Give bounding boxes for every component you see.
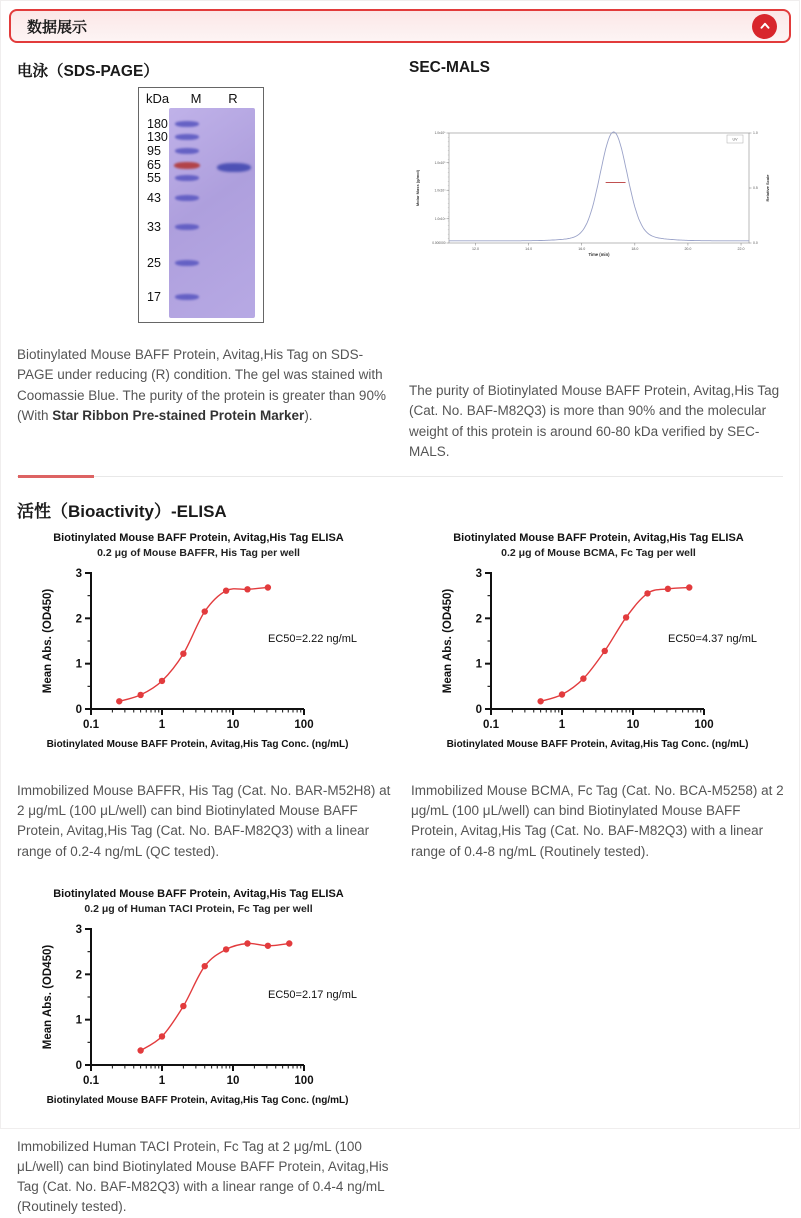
svg-text:10: 10 <box>626 718 640 731</box>
data-point <box>137 691 143 697</box>
elisa-caption-baffr: Immobilized Mouse BAFFR, His Tag (Cat. No. BAR-M52H8) at 2 μg/mL (100 μL/well) can bind Biotinylated Mouse BAFF Protein, Avitag,His Tag (Cat. No. BAF-M82Q3) with a linear range of 0.2-4 ng/mL (QC tested). <box>17 782 391 859</box>
svg-text:0.1: 0.1 <box>483 718 499 731</box>
data-point <box>244 586 250 592</box>
elisa-chart-bcma <box>431 532 783 759</box>
sec-legend-label: UV <box>732 137 738 142</box>
sec-mals-figure-area <box>409 123 785 373</box>
svg-text:10: 10 <box>226 1074 240 1087</box>
data-point <box>244 940 250 946</box>
svg-text:0.000000: 0.000000 <box>432 241 446 246</box>
elisa-caption-bcma: Immobilized Mouse BCMA, Fc Tag (Cat. No. BCA-M5258) at 2 μg/mL (100 μL/well) can bind Biotinylated Mouse BAFF Protein, Avitag,His Tag (Cat. No. BAF-M82Q3) with a linear range of 0.4-8 ng/mL (Routinely tested). <box>411 782 784 859</box>
gel-lane-m-label: M <box>190 91 202 106</box>
svg-text:16.0: 16.0 <box>578 247 586 251</box>
data-point <box>580 675 586 681</box>
gel-lane-r-label: R <box>228 91 238 106</box>
svg-text:100: 100 <box>294 718 314 731</box>
chart-subtitle: 0.2 μg of Human TACI Protein, Fc Tag per well <box>84 902 313 915</box>
elisa-caption-taci: Immobilized Human TACI Protein, Fc Tag at 2 μg/mL (100 μL/well) can bind Biotinylated Mouse BAFF Protein, Avitag,His Tag (Cat. No. BAF-M82Q3) with a linear range of 0.4-4 ng/mL (Routinely tested). <box>17 1138 389 1215</box>
caption-text-end: ). <box>304 407 313 423</box>
svg-text:1: 1 <box>75 1014 82 1027</box>
svg-text:10: 10 <box>226 718 240 731</box>
svg-text:20.0: 20.0 <box>684 247 692 251</box>
svg-text:1.0: 1.0 <box>753 131 758 136</box>
elisa-x-axis-label: Biotinylated Mouse BAFF Protein, Avitag,His Tag Conc. (ng/mL) <box>46 738 349 750</box>
svg-text:1: 1 <box>158 718 166 731</box>
data-point <box>202 962 208 968</box>
svg-text:1.0x10⁴: 1.0x10⁴ <box>434 188 446 193</box>
svg-text:100: 100 <box>294 1074 314 1087</box>
ec50-label: EC50=2.17 ng/mL <box>268 988 357 1001</box>
svg-text:2: 2 <box>75 613 82 626</box>
sds-page-column <box>17 59 391 462</box>
marker-band <box>175 175 199 181</box>
svg-text:22.0: 22.0 <box>737 247 745 251</box>
chart-title: Biotinylated Mouse BAFF Protein, Avitag,His Tag ELISA <box>453 532 744 544</box>
gel-lane-area <box>169 108 255 318</box>
svg-text:0: 0 <box>475 703 482 716</box>
sec-y-right-label: Relative Scale <box>765 174 770 202</box>
ladder-label: 33 <box>147 220 161 234</box>
svg-text:12.0: 12.0 <box>472 247 480 251</box>
svg-text:14.0: 14.0 <box>525 247 533 251</box>
elisa-chart-taci <box>31 888 383 1115</box>
sec-uv-curve <box>449 132 749 241</box>
bioactivity-heading: 活性（Bioactivity）-ELISA <box>17 502 227 521</box>
marker-band <box>175 121 199 127</box>
ladder-label: 130 <box>147 130 168 144</box>
svg-text:2: 2 <box>475 613 482 626</box>
data-point <box>686 584 692 590</box>
chart-subtitle: 0.2 μg of Mouse BAFFR, His Tag per well <box>97 546 300 559</box>
section-divider <box>17 476 783 477</box>
data-point <box>180 650 186 656</box>
marker-band-red <box>174 162 200 169</box>
svg-text:1.0x10⁵: 1.0x10⁵ <box>434 160 446 165</box>
elisa-y-axis-label: Mean Abs. (OD450) <box>442 588 454 693</box>
data-point <box>286 940 292 946</box>
marker-band <box>175 224 199 230</box>
ladder-label: 180 <box>147 117 168 131</box>
data-point <box>137 1047 143 1053</box>
ladder-label: 55 <box>147 171 161 185</box>
divider-accent <box>18 475 94 478</box>
svg-text:1.0x10³: 1.0x10³ <box>434 217 446 221</box>
data-point <box>559 691 565 697</box>
dose-response-curve <box>541 587 690 701</box>
svg-text:1: 1 <box>475 658 482 671</box>
marker-band <box>175 195 199 201</box>
data-point <box>159 1033 165 1039</box>
elisa-plot-taci <box>31 915 383 1115</box>
marker-band <box>175 134 199 140</box>
ladder-label: 65 <box>147 158 161 172</box>
svg-text:0.5: 0.5 <box>753 186 758 191</box>
svg-text:18.0: 18.0 <box>631 247 639 251</box>
ec50-label: EC50=4.37 ng/mL <box>668 632 757 645</box>
svg-text:0: 0 <box>75 703 82 716</box>
elisa-y-axis-label: Mean Abs. (OD450) <box>42 944 54 1049</box>
ladder-label: 17 <box>147 290 161 304</box>
data-point <box>602 648 608 654</box>
svg-text:0.1: 0.1 <box>83 718 99 731</box>
sec-mals-caption: The purity of Biotinylated Mouse BAFF Protein, Avitag,His Tag (Cat. No. BAF-M82Q3) is more than 90% and the molecular weight of this protein is around 60-80 kDa verified by SEC-MALS. <box>409 383 780 459</box>
data-point <box>202 608 208 614</box>
data-point <box>665 585 671 591</box>
data-point <box>265 584 271 590</box>
elisa-charts-row <box>1 532 799 759</box>
gel-unit-label: kDa <box>146 91 170 106</box>
gel-sample-band <box>217 163 251 172</box>
page-title: 数据展示 <box>27 18 88 36</box>
elisa-captions-row-2 <box>1 1129 799 1218</box>
svg-text:0.0: 0.0 <box>753 241 758 246</box>
sds-page-caption <box>17 345 391 426</box>
data-point <box>116 698 122 704</box>
svg-text:0.1: 0.1 <box>83 1074 99 1087</box>
data-point <box>265 942 271 948</box>
data-point <box>159 677 165 683</box>
svg-text:0: 0 <box>75 1059 82 1072</box>
elisa-y-axis-label: Mean Abs. (OD450) <box>42 588 54 693</box>
top-section <box>1 59 799 462</box>
ladder-label: 25 <box>147 256 161 270</box>
caption-text: Biotinylated Mouse BAFF Protein, Avitag,His Tag on SDS-PAGE under reducing (R) condition. The gel was stained with Coomassie Blue. The purity of the protein is greater than 90% (With <box>17 347 386 423</box>
svg-text:1: 1 <box>558 718 566 731</box>
elisa-x-axis-label: Biotinylated Mouse BAFF Protein, Avitag,His Tag Conc. (ng/mL) <box>446 738 749 750</box>
ladder-label: 95 <box>147 144 161 158</box>
sds-page-heading: 电泳（SDS-PAGE） <box>17 63 159 80</box>
sds-gel-image <box>138 87 264 323</box>
svg-text:3: 3 <box>475 567 482 580</box>
sec-y-left-label: Molar Mass (g/mol) <box>415 169 420 207</box>
sec-x-axis-label: Time (min) <box>588 252 610 257</box>
sec-plot-frame <box>449 133 749 243</box>
sec-mals-chart <box>409 123 777 275</box>
dose-response-curve <box>119 587 268 701</box>
sds-gel-figure-area <box>17 87 391 337</box>
marker-band <box>175 148 199 154</box>
svg-text:1: 1 <box>158 1074 166 1087</box>
svg-text:3: 3 <box>75 923 82 936</box>
elisa-x-axis-label: Biotinylated Mouse BAFF Protein, Avitag,His Tag Conc. (ng/mL) <box>46 1094 349 1106</box>
chart-subtitle: 0.2 μg of Mouse BCMA, Fc Tag per well <box>501 546 696 559</box>
svg-text:1: 1 <box>75 658 82 671</box>
data-point <box>537 698 543 704</box>
chart-title: Biotinylated Mouse BAFF Protein, Avitag,His Tag ELISA <box>53 887 344 900</box>
elisa-plot-bcma <box>431 559 783 759</box>
marker-band <box>175 260 199 266</box>
marker-band <box>175 294 199 300</box>
sec-mals-heading: SEC-MALS <box>409 59 490 76</box>
elisa-plot-baffr <box>31 559 383 759</box>
svg-text:100: 100 <box>694 718 714 731</box>
svg-text:3: 3 <box>75 567 82 580</box>
data-point <box>223 587 229 593</box>
sec-mals-column <box>391 59 785 462</box>
caption-bold-text: Star Ribbon Pre-stained Protein Marker <box>52 407 305 423</box>
data-point <box>223 946 229 952</box>
chart-title: Biotinylated Mouse BAFF Protein, Avitag,His Tag ELISA <box>53 532 344 544</box>
data-point <box>644 590 650 596</box>
ec50-label: EC50=2.22 ng/mL <box>268 632 357 645</box>
ladder-label: 43 <box>147 191 161 205</box>
elisa-captions-row <box>1 773 799 862</box>
data-point <box>180 1002 186 1008</box>
svg-text:2: 2 <box>75 968 82 981</box>
svg-text:1.0x10⁶: 1.0x10⁶ <box>434 131 446 136</box>
chevron-up-icon <box>758 19 772 33</box>
section-header-bar <box>9 9 791 43</box>
elisa-charts-row-2 <box>1 888 799 1115</box>
collapse-button[interactable] <box>752 14 777 39</box>
data-point <box>623 614 629 620</box>
elisa-chart-baffr <box>31 532 383 759</box>
